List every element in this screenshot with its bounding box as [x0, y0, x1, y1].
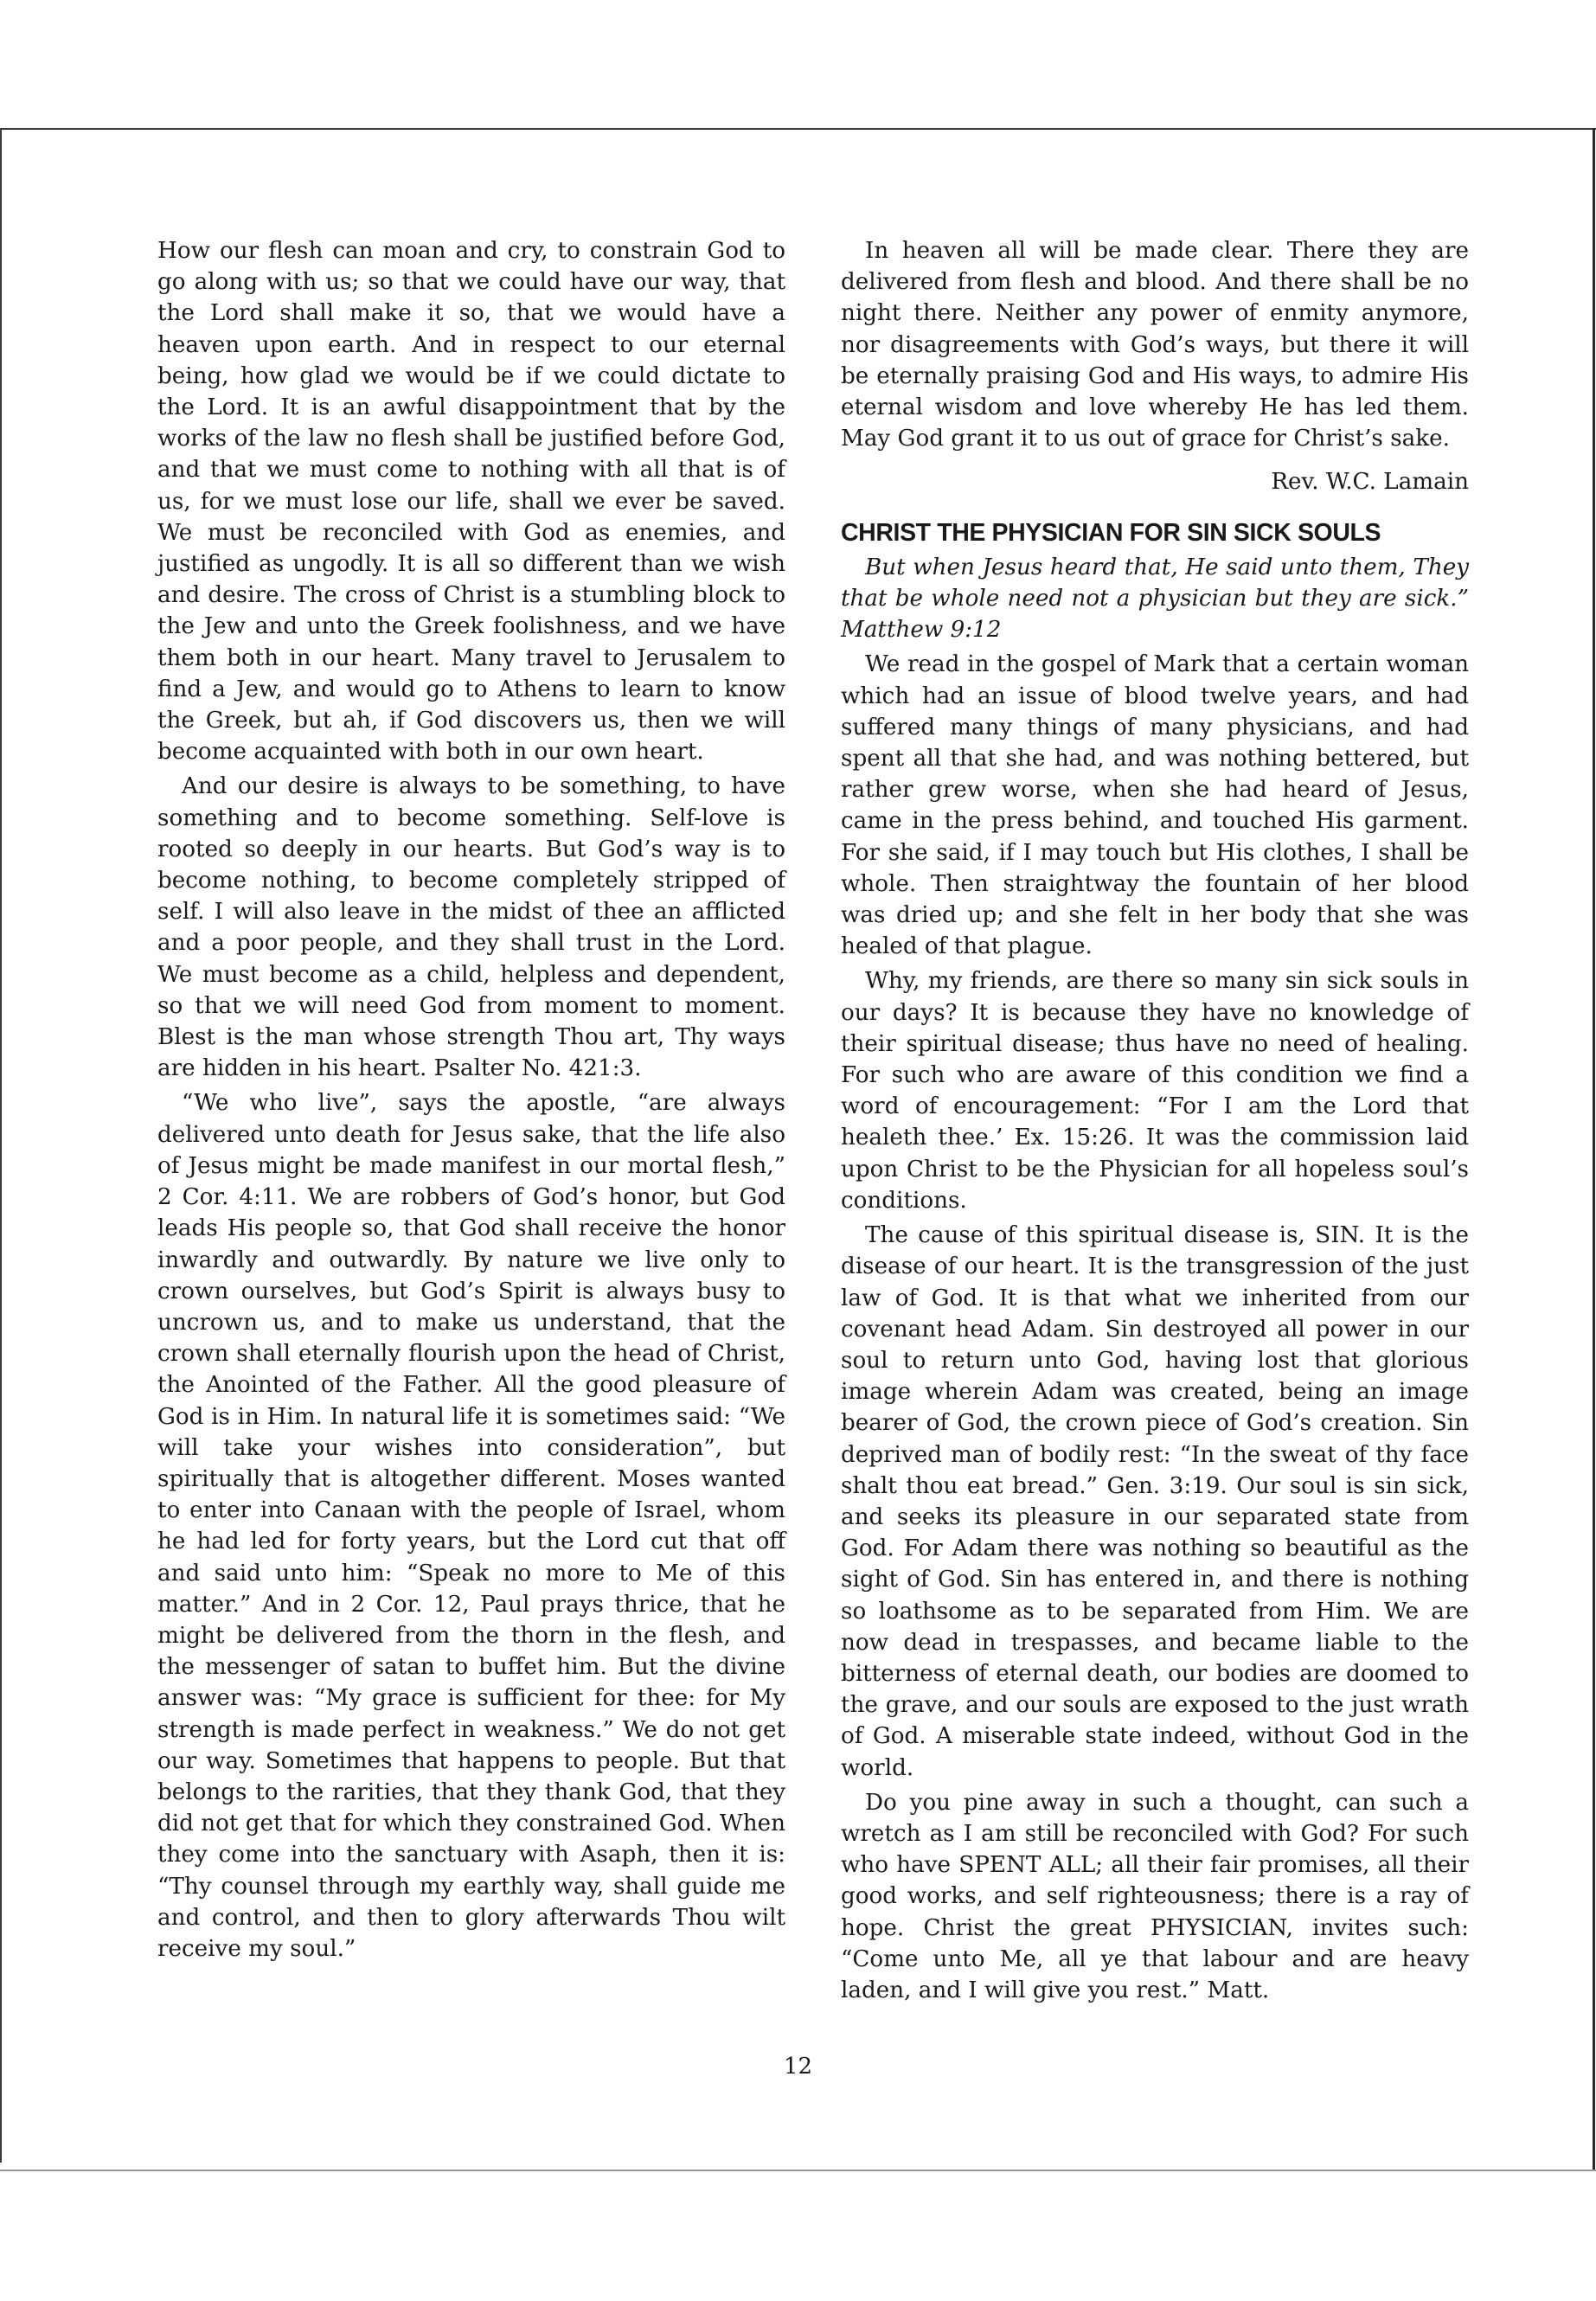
right-paragraph-1: In heaven all will be made clear. There they are delivered from flesh and blood. And there shall be no night there. Neither any power of enmity anymore, nor disagreements with God’s ways, but there it will be eternally praising God and His ways, to admire His eternal wisdom and love whereby He has led them. May God grant it to us out of grace for Christ’s sake. [841, 238, 1469, 452]
right-paragraph-5: Do you pine away in such a thought, can such a wretch as I am still be reconciled with God? For such who have SPENT ALL; all their fair promises, all their good works, and self righteousness; there is a ray of hope. Christ the great PHYSICIAN, invites such: “Come unto Me, all ye that labour and are heavy laden, and I will give you rest.” Matt. [841, 1789, 1469, 2003]
right-paragraph-2: We read in the gospel of Mark that a certain woman which had an issue of blood twelve years, and had suffered many things of many physicians, and had spent all that she had, and was nothing bettered, but rather grew worse, when she had heard of Jesus, came in the press behind, and touched His garment. For she said, if I may touch but His clothes, I shall be whole. Then straightway the fountain of her blood was dried up; and she felt in her body that she was healed of that plague. [841, 651, 1469, 960]
scan-edge-bottom [0, 2170, 1596, 2171]
scan-edge-top [0, 128, 1596, 130]
article-heading: CHRIST THE PHYSICIAN FOR SIN SICK SOULS [841, 518, 1381, 547]
left-paragraph-3: “We who live”, says the apostle, “are always delivered unto death for Jesus sake, that the life also of Jesus might be made manifest in our mortal flesh,” 2 Cor. 4:11. We are robbers of God’s honor, but God leads His people so, that God shall receive the honor inwardly and outwardly. By nature we live only to crown ourselves, but God’s Spirit is always busy to uncrown us, and to make us understand, that the crown shall eternally flourish upon the head of Christ, the Anointed of the Father. All the good pleasure of God is in Him. In natural life it is sometimes said: “We will take your wishes into consideration”, but spiritually that is altogether different. Moses wanted to enter into Canaan with the people of Israel, whom he had led for forty years, but the Lord cut that off and said unto him: “Speak no more to Me of this matter.” And in 2 Cor. 12, Paul prays thrice, that he might be delivered from the thorn in the flesh, and the messenger of satan to buffet him. But the divine answer was: “My grace is sufficient for thee: for My strength is made perfect in weakness.” We do not get our way. Sometimes that happens to people. But that belongs to the rarities, that they thank God, that they did not get that for which they constrained God. When they come into the sanctuary with Asaph, then it is: “Thy counsel through my earthly way, shall guide me and control, and then to glory afterwards Thou wilt receive my soul.” [157, 1090, 785, 1962]
right-paragraph-4: The cause of this spiritual disease is, SIN. It is the disease of our heart. It is the transgression of the just law of God. It is that what we inherited from our covenant head Adam. Sin destroyed all power in our soul to return unto God, having lost that glorious image wherein Adam was created, being an image bearer of God, the crown piece of God’s creation. Sin deprived man of bodily rest: “In the sweat of thy face shalt thou eat bread.” Gen. 3:19. Our soul is sin sick, and seeks its pleasure in our separated state from God. For Adam there was nothing so beautiful as the sight of God. Sin has entered in, and there is nothing so loathsome as to be separated from Him. We are now dead in trespasses, and became liable to the bitterness of eternal death, our bodies are doomed to the grave, and our souls are exposed to the just wrath of God. A miserable state indeed, without God in the world. [841, 1222, 1469, 1781]
right-column [841, 235, 1469, 2006]
scripture-epigraph: But when Jesus heard that, He said unto them, They that be whole need not a physician but they are sick.” Matthew 9:12 [841, 554, 1469, 644]
scan-edge-right [1593, 128, 1595, 2170]
page-number: 12 [783, 2054, 813, 2080]
scan-edge-left [0, 130, 2, 2163]
left-paragraph-1: How our flesh can moan and cry, to constrain God to go along with us; so that we could have our way, that the Lord shall make it so, that we would have a heaven upon earth. And in respect to our eternal being, how glad we would be if we could dictate to the Lord. It is an awful disappointment that by the works of the law no flesh shall be justified before God, and that we must come to nothing with all that is of us, for we must lose our life, shall we ever be saved. We must be reconciled with God as enemies, and justified as ungodly. It is all so different than we wish and desire. The cross of Christ is a stumbling block to the Jew and unto the Greek foolishness, and we have them both in our heart. Many travel to Jerusalem to find a Jew, and would go to Athens to learn to know the Greek, but ah, if God discovers us, then we will become acquainted with both in our own heart. [157, 238, 785, 766]
right-paragraph-3: Why, my friends, are there so many sin sick souls in our days? It is because they have no knowledge of their spiritual disease; thus have no need of healing. For such who are aware of this condition we find a word of encouragement: “For I am the Lord that healeth thee.’ Ex. 15:26. It was the commission laid upon Christ to be the Physician for all hopeless soul’s conditions. [841, 968, 1469, 1214]
left-paragraph-2: And our desire is always to be something, to have something and to become something. Self-love is rooted so deeply in our hearts. But God’s way is to become nothing, to become completely stripped of self. I will also leave in the midst of thee an afflicted and a poor people, and they shall trust in the Lord. We must become as a child, helpless and dependent, so that we will need God from moment to moment. Blest is the man whose strength Thou art, Thy ways are hidden in his heart. Psalter No. 421:3. [157, 773, 785, 1082]
left-column [157, 235, 785, 1965]
author-signature: Rev. W.C. Lamain [1271, 469, 1469, 496]
